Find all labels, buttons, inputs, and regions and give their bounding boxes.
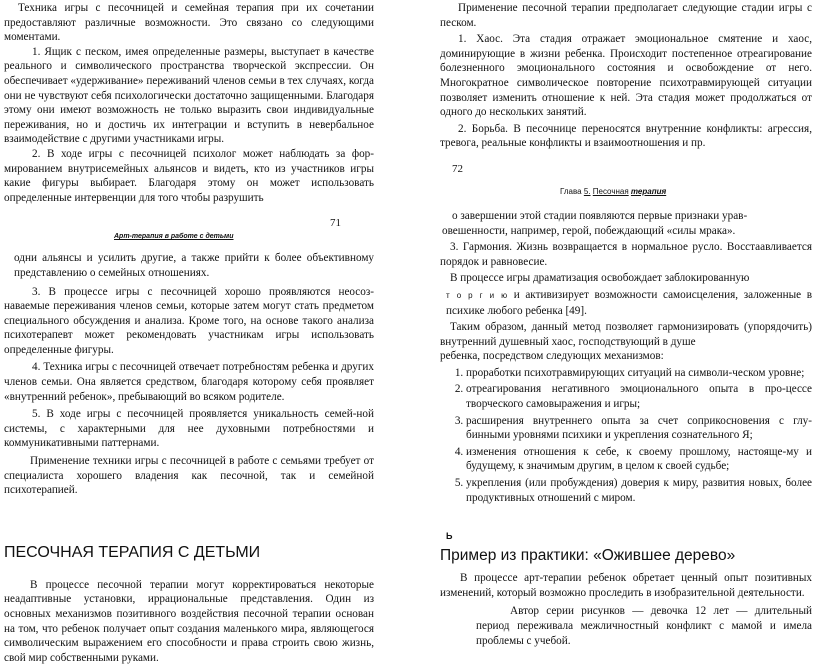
chapter-label xyxy=(560,187,666,196)
point-2-paragraph: 2. В ходе игры с песочницей психолог может наблюдать за фор-мированием внутрисемейных альянсов и видеть, кто из участников игры какие фигуры выбирает. Благодаря этому он может использовать определенные интервенции для того чтобы разрушить xyxy=(4,147,374,204)
chapter-number: 5. xyxy=(583,186,591,196)
chapter-prefix: Глава xyxy=(560,186,582,196)
chapter-title-b: терапия xyxy=(630,186,667,196)
left-page-column xyxy=(4,0,374,665)
example-paragraph-1: В процессе арт-терапии ребенок обретает ценный опыт позитивных изменений, который возможно проследить в изобразительной деятельности. xyxy=(440,572,812,599)
page-footer-71 xyxy=(4,205,374,251)
list-item: 5. укрепления (или пробуждения) доверия к миру, развития новых, более продуктивных отношений с миром. xyxy=(466,476,812,505)
example-paragraph-2: Автор серии рисунков — девочка 12 лет — длительный период переживала межличностный конфликт с мамой и имела проблемы с учебой. xyxy=(476,605,812,647)
page-header-72 xyxy=(440,151,812,209)
point-5-paragraph: 5. В ходе игры с песочницей проявляется уникальность семей-ной системы, с характерными для нее духовными потребностями и коммуникативными паттернами. xyxy=(4,408,374,450)
stage-1-chaos: 1. Хаос. Эта стадия отражает эмоциональное смятение и хаос, доминирующие в жизни ребенка. Происходит постепенное отреагирование болезненного эмоционального состояния и освобождение от него. Многократное символическое повторение психотравмирующей ситуации позволяет изменить отношение к ней. Эта стадия может продолжаться от одного до нескольких занятий. xyxy=(440,33,812,119)
stages-intro: Применение песочной терапии предполагает следующие стадии игры с песком. xyxy=(440,2,812,29)
list-item: 1. проработки психотравмирующих ситуаций на символи-ческом уровне; xyxy=(466,366,812,381)
family-therapy-paragraph: Применение техники игры с песочницей в работе с семьями требует от специалиста хорошего владения как песочной, так и семейной психотерапией. xyxy=(4,455,374,497)
list-item: 4. изменения отношения к себе, к своему прошлому, настояще-му и будущему, к значимым другим, в целом к своей судьбе; xyxy=(466,445,812,474)
right-page-column xyxy=(440,0,812,648)
chapter-title-a: Песочная xyxy=(592,186,629,196)
dramatization-text: и активизирует возможности самоисцеления, заложенные в психике любого ребенка [49]. xyxy=(446,288,812,317)
dramatization-paragraph: В процессе игры драматизация освобождает заблокированную xyxy=(450,272,750,285)
running-head: Арт-терапия в работе с детьми xyxy=(114,233,234,241)
list-item: 3. расширения внутреннего опыта за счет соприкосновения с глу-бинными уровнями психики и укрепления сознательного Я; xyxy=(466,414,812,443)
harmonize-continuation: ребенка, посредством следующих механизмов: xyxy=(440,350,664,363)
harmonize-paragraph: Таким образом, данный метод позволяет гармонизировать (упорядочить) внутренний душевный хаос, господствующий в душе xyxy=(440,321,812,348)
sand-therapy-paragraph: В процессе песочной терапии могут корректироваться некоторые неадаптивные установки, иррациональные представления. Один из основных механизмов позитивного воздействия песочной терапии основан на том, что ребенок получает опыт создания маленького мира, являющегося символическим выражением его способности и права строить свою жизнь, свой мир собственными руками. xyxy=(4,578,374,664)
mechanisms-list xyxy=(440,366,812,505)
list-item: 2. отреагирования негативного эмоционального опыта в про-цессе творческого самовыражения и игры; xyxy=(466,382,812,411)
dramatization-continuation xyxy=(440,288,812,318)
stage-2-continuation-line-2: овешенности, например, герой, побеждающий «силы мрака». xyxy=(442,224,736,237)
intro-paragraph: Техника игры с песочницей и семейная терапия при их сочетании предоставляют различные возможности. Это связано со следующими моментами. xyxy=(4,2,374,44)
stage-3-harmony: 3. Гармония. Жизнь возвращается в нормальное русло. Восстаавливается порядок и равновесие. xyxy=(440,241,812,268)
stage-2-continuation-line-1: о завершении этой стадии появляются первые признаки урав- xyxy=(452,209,748,222)
page-number-72: 72 xyxy=(452,162,463,175)
point-1-paragraph: 1. Ящик с песком, имея определенные размеры, выступает в качестве реального и символического пространства творческой экспрессии. Он обеспечивает «удерживание» переживаний членов семьи в тех случаях, когда они не чувствуют себя психологически достаточно защищенными. Благодаря этому они имеют возможность не только выразить свои индивидуальные переживания, но и достичь их интеграции и вступить в невербальное взаимодействие с другими участниками игры. xyxy=(4,45,374,146)
spaced-word: т о р г и ю xyxy=(446,290,509,300)
example-heading: Пример из практики: «Ожившее дерево» xyxy=(440,547,736,565)
point-3-paragraph: 3. В процессе игры с песочницей хорошо проявляются неосоз-наваемые переживания членов семьи, которые затем могут стать предметом специального обсуждения и анализа. Кроме того, на основе такого анализа психотерапевт может рекомендовать участникам игры использовать определенные фигуры. xyxy=(4,285,374,356)
stage-2-struggle: 2. Борьба. В песочнице переносятся внутренние конфликты: агрессия, тревога, реальные конфликты и взаимоотношения и пр. xyxy=(440,122,812,150)
point-4-paragraph: 4. Техника игры с песочницей отвечает потребностям ребенка и других членов семьи. Она является средством, благодаря которому себя проявляет «внутренний ребенок», пребывающий во всяком родителе. xyxy=(4,361,374,403)
page-number-71: 71 xyxy=(330,217,341,230)
section-heading: ПЕСОЧНАЯ ТЕРАПИЯ С ДЕТЬМИ xyxy=(4,543,261,561)
stray-mark: Ь xyxy=(446,531,453,542)
point-2-continuation: одни альянсы и усилить другие, а также прийти к более объективному представлению о семейных отношениях. xyxy=(14,252,374,279)
